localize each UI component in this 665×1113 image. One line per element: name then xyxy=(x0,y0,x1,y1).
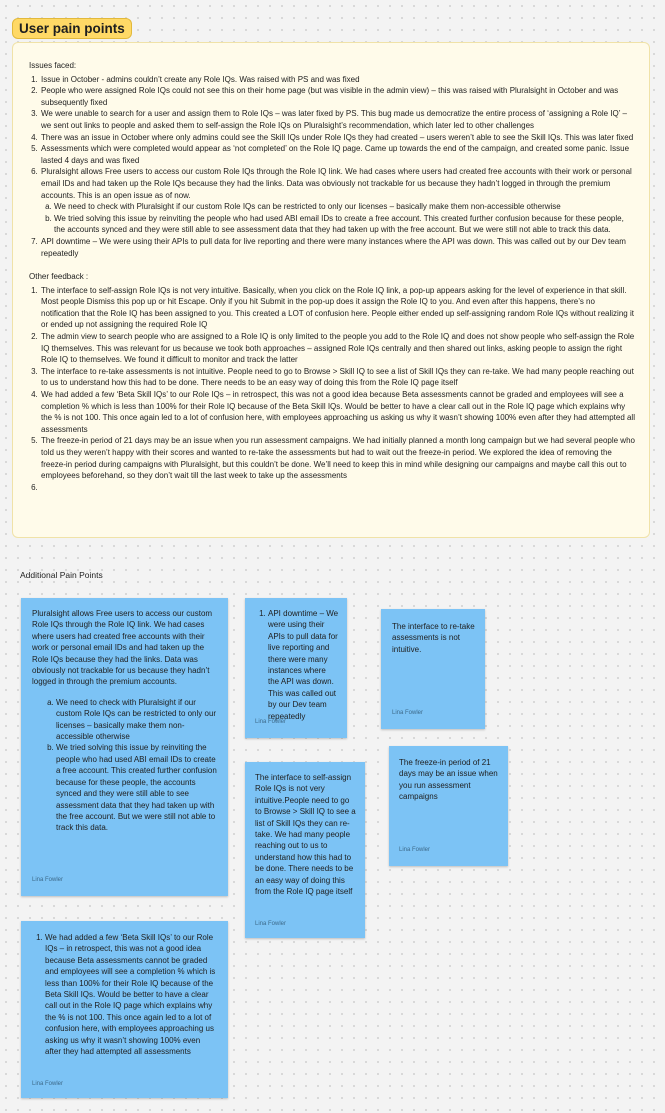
sticky-author: Lina Fowler xyxy=(392,709,424,716)
sticky-author: Lina Fowler xyxy=(255,718,287,725)
issue-item: 1. Issue in October - admins couldn’t create any Role IQs. Was raised with PS and was fixed xyxy=(40,74,635,86)
sticky-subitem: a. We need to check with Pluralsight if our custom Role IQs can be restricted to only our licenses – basically make them non-accessible otherwise xyxy=(56,697,218,743)
additional-pain-points-label[interactable]: Additional Pain Points xyxy=(20,570,103,580)
sticky-text: The freeze-in period of 21 days may be an issue when you run assessment campaigns xyxy=(399,758,498,802)
feedback-item-empty[interactable] xyxy=(40,482,635,494)
feedback-item: 1. The interface to self-assign Role IQs is not very intuitive. Basically, when you click on the Role IQ link, a pop-up appears asking for the level of experience in that skill. Most people Dismiss this pop up or hit Escape. Only if you hit Submit in the pop-up does it assign the Role IQ to you. And even after this happens, there’s no notification that the Role IQ has been assigned to you. This created a LOT of confusion here. People either ended up self-assigning random Role IQs without realizing it or ended up not assigning the required Role IQ xyxy=(40,285,635,331)
sticky-text: Pluralsight allows Free users to access our custom Role IQs through the Role IQ link. We had cases where users had created free accounts with their work or personal email IDs and had taken up the Role IQs because they had the links. Data was obviously not trackable for us because they hadn’t logged in through the premium accounts. xyxy=(32,609,213,687)
sticky-item: 1. We had added a few ‘Beta Skill IQs’ to our Role IQs – in retrospect, this was not a good idea because Beta assessments cannot be graded and employees will see a completion % which is less than 100% for their Role IQ because of the Beta Skill IQs. Would be better to have a clear call out in the Role IQ page which explains why the % is not 100. This once again led to a lot of confusion here, with employees approaching us asking us why it wasn’t showing 100% even after they had attempted all assessments xyxy=(45,932,218,1057)
section-title[interactable]: User pain points xyxy=(12,18,132,39)
sticky-subitem: b. We tried solving this issue by reinviting the people who had used ABI email IDs to create a free account. This created further confusion because for these people, the accounts synced and they were still able to see assessment data that they had taken up with the free account. But we were still not able to track this data. xyxy=(56,742,218,833)
sticky-note-self-assign[interactable] xyxy=(245,762,365,938)
issue-item: 5. Assessments which were completed would appear as ‘not completed’ on the Role IQ page. Came up towards the end of the campaign, and created some panic. Issue lasted 4 days and was fixed xyxy=(40,143,635,166)
sticky-author: Lina Fowler xyxy=(32,1080,64,1087)
issues-header: Issues faced: xyxy=(29,61,77,70)
sticky-author: Lina Fowler xyxy=(399,846,431,853)
feedback-item: 5. The freeze-in period of 21 days may be an issue when you run assessment campaigns. We had initially planned a month long campaign but we had several people who told us they weren’t happy with their scores and wanted to re-take the assessments but had to wait out the freeze-in period. We explored the idea of removing the freeze-in period during campaigns with Pluralsight, but this couldn’t be done. We’ll need to keep this in mind while designing our campaigns and maybe call this out to employees beforehand, so they don’t wait till the last week to take up the assessments xyxy=(40,435,635,481)
sticky-list xyxy=(255,608,339,722)
issue-subitem: b. We tried solving this issue by reinviting the people who had used ABI email IDs to create a free account. This created further confusion because for these people, the accounts synced and they were still able to see assessment data that they had taken up with the free account. But we were still not able to track this data. xyxy=(54,213,635,236)
other-feedback-header: Other feedback : xyxy=(29,272,89,282)
other-feedback-list xyxy=(29,285,635,494)
sticky-note-free-users[interactable] xyxy=(21,598,228,896)
issue-item: 3. We were unable to search for a user and assign them to Role IQs – was later fixed by PS. This bug made us democratize the entire process of ‘assigning a Role IQ’ – we sent out links to people and asked them to self-assign the Role IQs on Pluralsight’s recommendation, which later led to other challenges xyxy=(40,108,635,131)
sticky-text: The interface to self-assign Role IQs is not very intuitive.People need to go to Browse > Skill IQ to see a list of Skill IQs they can re-take. We had many people reaching out to us to understand how this had to be done. There needs to be an easy way of doing this from the Role IQ page itself xyxy=(255,773,356,897)
issue-item: 4. There was an issue in October where only admins could see the Skill IQs under Role IQs they had created – users weren’t able to see the Skill IQs. This was later fixed xyxy=(40,132,635,144)
sticky-note-api-downtime[interactable] xyxy=(245,598,347,738)
issue-item: 7. API downtime – We were using their APIs to pull data for live reporting and there were many instances where the API was down. This was called out by our Dev team repeatedly xyxy=(40,236,635,259)
sticky-author: Lina Fowler xyxy=(32,876,64,883)
issue-subitem: a. We need to check with Pluralsight if our custom Role IQs can be restricted to only our licenses – basically make them non-accessible otherwise xyxy=(54,201,635,213)
issues-list xyxy=(29,74,635,260)
feedback-item: 4. We had added a few ‘Beta Skill IQs’ to our Role IQs – in retrospect, this was not a good idea because Beta assessments cannot be graded and employees will see a completion % which is less than 100% for their Role IQ because of the Beta Skill IQs. Would be better to have a clear call out in the Role IQ page which explains why the % is not 100. This once again led to a lot of confusion here, with employees approaching us asking us why it wasn’t showing 100% even after they had attempted all assessments xyxy=(40,389,635,435)
sticky-author: Lina Fowler xyxy=(255,920,287,927)
sticky-item: 1. API downtime – We were using their APIs to pull data for live reporting and there were many instances where the API was down. This was called out by our Dev team repeatedly xyxy=(268,608,339,722)
sticky-note-freeze-in[interactable] xyxy=(389,746,508,866)
sticky-list xyxy=(32,932,218,1057)
sticky-note-beta-skill-iqs[interactable] xyxy=(21,921,228,1098)
sticky-sublist xyxy=(32,697,218,834)
feedback-item: 3. The interface to re-take assessments is not intuitive. People need to go to Browse > Skill IQ to see a list of Skill IQs they can re-take. We had many people reaching out to us to understand how this had to be done. There needs to be an easy way of doing this from the Role IQ page itself xyxy=(40,366,635,389)
feedback-item: 2. The admin view to search people who are assigned to a Role IQ is only limited to the people you add to the Role IQ and does not show people who self-assign the Role IQ themselves. This was relevant for us because we took both approaches – assigned Role IQs centrally and then shared out links, asking people to assign the right Role IQ to themselves. We found it difficult to monitor and track the latter xyxy=(40,331,635,366)
issue-text: Pluralsight allows Free users to access our custom Role IQs through the Role IQ link. We had cases where users had created free accounts with their work or personal email IDs and had taken up the Role IQs because they had the links. Data was obviously not trackable for us because they hadn’t logged in through the premium accounts. This is an open issue as of now. xyxy=(41,167,632,200)
sticky-note-retake-interface[interactable] xyxy=(381,609,485,729)
issue-sublist xyxy=(41,201,635,236)
pain-points-panel[interactable] xyxy=(12,42,650,538)
issue-item xyxy=(40,166,635,236)
issue-item: 2. People who were assigned Role IQs could not see this on their home page (but was visible in the admin view) – this was raised with Pluralsight in October and was subsequently fixed xyxy=(40,85,635,108)
sticky-text: The interface to re-take assessments is not intuitive. xyxy=(392,622,475,654)
